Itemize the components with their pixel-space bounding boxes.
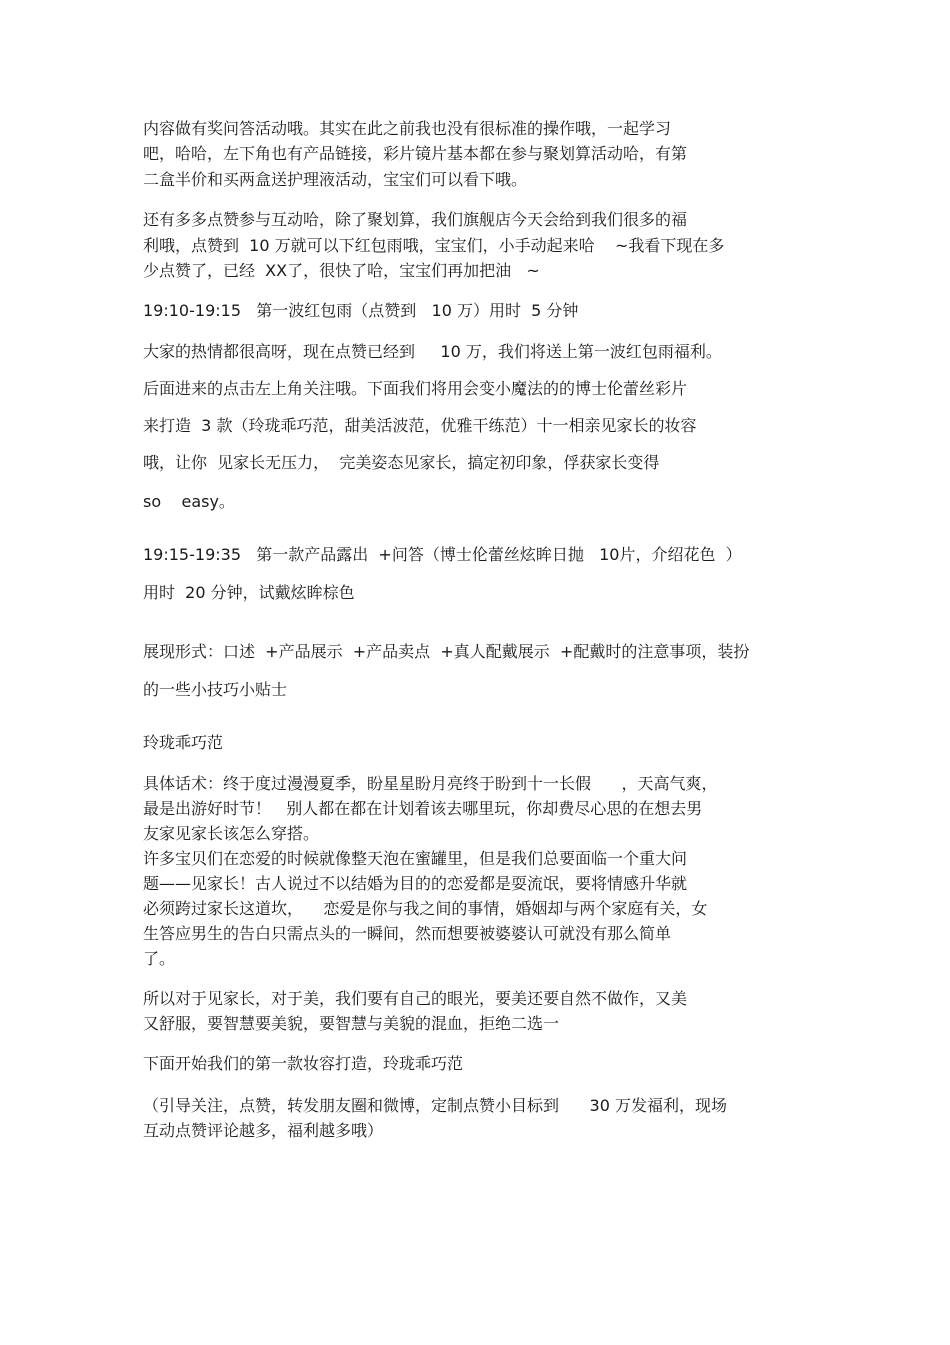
text-line: 生答应男生的告白只需点头的一瞬间，然而想要被婆婆认可就没有那么简单	[143, 924, 672, 943]
text-line: 哦，让你 见家长无压力， 完美姿态见家长，搞定初印象，俘获家长变得	[143, 453, 660, 472]
text-line: 的一些小技巧小贴士	[143, 680, 288, 699]
text-line: 必须跨过家长这道坎， 恋爱是你与我之间的事情，婚姻却与两个家庭有关，女	[143, 899, 708, 918]
text-line: 下面开始我们的第一款妆容打造，玲珑乖巧范	[143, 1054, 464, 1073]
subsection-heading: 玲珑乖巧范	[143, 733, 224, 752]
text-line: 互动点赞评论越多，福利越多哦）	[143, 1121, 384, 1140]
text-line: 了。	[143, 949, 176, 968]
text-line: 二盒半价和买两盒送护理液活动，宝宝们可以看下哦。	[143, 170, 528, 189]
text-line: 大家的热情都很高呀，现在点赞已经到 10 万，我们将送上第一波红包雨福利。	[143, 342, 722, 361]
section-time-heading: 19:10-19:15 第一波红包雨（点赞到 10 万）用时 5 分钟	[143, 301, 579, 320]
text-line: 后面进来的点击左上角关注哦。下面我们将用会变小魔法的的博士伦蕾丝彩片	[143, 379, 688, 398]
text-line: 又舒服，要智慧要美貌，要智慧与美貌的混血，拒绝二选一	[143, 1014, 560, 1033]
text-line: 内容做有奖问答活动哦。其实在此之前我也没有很标准的操作哦，一起学习	[143, 119, 672, 138]
text-line: 用时 20 分钟，试戴炫眸棕色	[143, 583, 355, 602]
text-line: so easy。	[143, 492, 235, 511]
text-line: 少点赞了，已经 XX了，很快了哈，宝宝们再加把油 ~	[143, 261, 540, 280]
text-line: （引导关注，点赞，转发朋友圈和微博，定制点赞小目标到 30 万发福利，现场	[143, 1096, 727, 1115]
text-line: 题——见家长！古人说过不以结婚为目的的恋爱都是耍流氓，要将情感升华就	[143, 874, 688, 893]
text-line: 还有多多点赞参与互动哈，除了聚划算，我们旗舰店今天会给到我们很多的福	[143, 210, 688, 229]
text-line: 来打造 3 款（玲珑乖巧范，甜美活波范，优雅干练范）十一相亲见家长的妆容	[143, 416, 697, 435]
text-line: 具体话术：终于度过漫漫夏季，盼星星盼月亮终于盼到十一长假 ，天高气爽，	[143, 774, 718, 793]
text-line: 所以对于见家长，对于美，我们要有自己的眼光，要美还要自然不做作，又美	[143, 989, 688, 1008]
text-line: 许多宝贝们在恋爱的时候就像整天泡在蜜罐里，但是我们总要面临一个重大问	[143, 849, 688, 868]
text-line: 展现形式：口述 +产品展示 +产品卖点 +真人配戴展示 +配戴时的注意事项，装扮	[143, 642, 750, 661]
section-time-heading: 19:15-19:35 第一款产品露出 +问答（博士伦蕾丝炫眸日抛 10片，介绍花色 ）	[143, 545, 742, 564]
text-line: 最是出游好时节！ 别人都在都在计划着该去哪里玩，你却费尽心思的在想去男	[143, 799, 703, 818]
text-line: 友家见家长该怎么穿搭。	[143, 824, 320, 843]
text-line: 吧，哈哈，左下角也有产品链接，彩片镜片基本都在参与聚划算活动哈，有第	[143, 144, 688, 163]
text-line: 利哦，点赞到 10 万就可以下红包雨哦，宝宝们，小手动起来哈 ~我看下现在多	[143, 236, 725, 255]
